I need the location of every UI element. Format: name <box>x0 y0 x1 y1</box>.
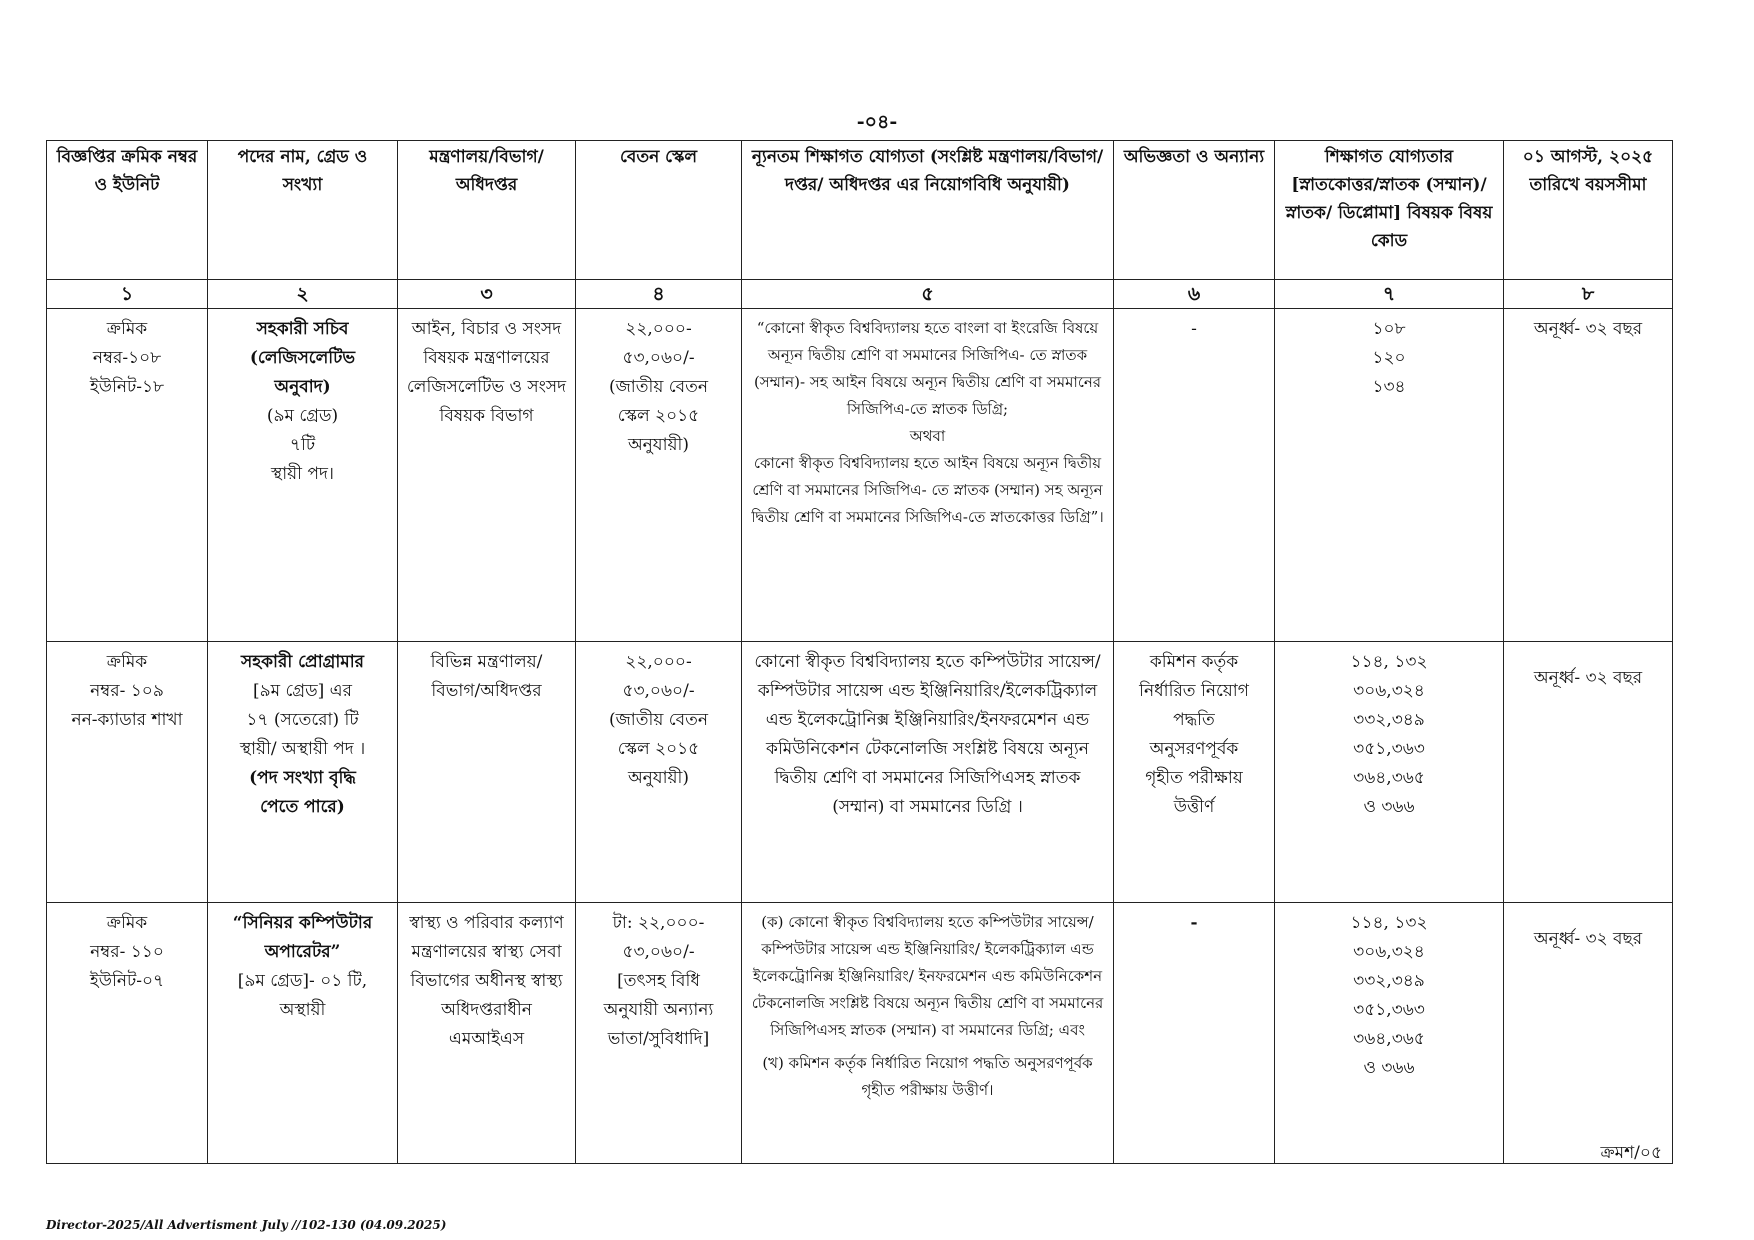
salary-line: স্কেল ২০১৫ <box>617 406 700 426</box>
salary-line: টা: ২২,০০০- <box>612 913 705 933</box>
post-title-line: অপারেটর” <box>264 942 341 962</box>
header-qualification: ন্যূনতম শিক্ষাগত যোগ্যতা (সংশ্লিষ্ট মন্ত্রণালয়/বিভাগ/দপ্তর/ অধিদপ্তর এর নিয়োগবিধি অনুযায়ী) <box>742 141 1114 280</box>
age-limit-cell <box>1504 903 1673 1164</box>
age-limit-text: অনূর্ধ্ব- ৩২ বছর <box>1533 929 1643 949</box>
table-row <box>47 309 1673 642</box>
subject-code-cell <box>1275 642 1504 903</box>
serial-cell <box>47 309 208 642</box>
column-number: ১ <box>47 280 208 309</box>
salary-line: ২২,০০০- <box>625 652 692 672</box>
column-number: ৬ <box>1114 280 1275 309</box>
qualification-text: “কোনো স্বীকৃত বিশ্ববিদ্যালয় হতে বাংলা বা ইংরেজি বিষয়ে অন্যূন দ্বিতীয় শ্রেণি বা সমমানের সিজিপিএ- তে স্নাতক (সম্মান)- সহ আইন বিষয়ে অন্যূন দ্বিতীয় শ্রেণি বা সমমানের সিজিপিএ-তে স্নাতক ডিগ্রি; <box>753 319 1102 418</box>
post-cell <box>208 642 398 903</box>
subject-code-cell <box>1275 309 1504 642</box>
experience-cell: - <box>1114 309 1275 642</box>
subject-code: ১১৪, ১৩২ <box>1350 913 1428 933</box>
header-ministry: মন্ত্রণালয়/বিভাগ/ অধিদপ্তর <box>398 141 576 280</box>
subject-code: ৩৫১,৩৬৩ <box>1353 1000 1425 1020</box>
subject-code: ১০৮ <box>1372 319 1406 339</box>
ministry-cell: স্বাস্থ্য ও পরিবার কল্যাণ মন্ত্রণালয়ের স্বাস্থ্য সেবা বিভাগের অধীনস্থ স্বাস্থ্য অধিদপ্তরাধীন এমআইএস <box>398 903 576 1164</box>
salary-line: ৫৩,০৬০/- <box>622 681 695 701</box>
serial-line: ক্রমিক <box>106 652 148 672</box>
post-detail-line: ১৭ (সতেরো) টি <box>246 710 359 730</box>
ministry-cell: আইন, বিচার ও সংসদ বিষয়ক মন্ত্রণালয়ের লেজিসলেটিভ ও সংসদ বিষয়ক বিভাগ <box>398 309 576 642</box>
salary-line: অনুযায়ী) <box>627 768 690 788</box>
qualification-text: কোনো স্বীকৃত বিশ্ববিদ্যালয় হতে কম্পিউটার সায়েন্স/ কম্পিউটার সায়েন্স এন্ড ইঞ্জিনিয়ারিং/ইলেকট্রিক্যাল এন্ড ইলেকট্রোনিক্স ইঞ্জিনিয়ারিং/ইনফরমেশন এন্ড কমিউনিকেশন টেকনোলজি সংশ্লিষ্ট বিষয়ে অন্যূন দ্বিতীয় শ্রেণি বা সমমানের সিজিপিএসহ স্নাতক (সম্মান) বা সমমানের ডিগ্রি । <box>754 652 1101 817</box>
salary-line: অনুযায়ী অন্যান্য <box>603 1000 714 1020</box>
post-title-line: (লেজিসলেটিভ <box>249 348 356 368</box>
subject-code-cell <box>1275 903 1504 1164</box>
experience-line: অনুসরণপূর্বক <box>1149 739 1239 759</box>
serial-cell <box>47 903 208 1164</box>
qualification-text: কোনো স্বীকৃত বিশ্ববিদ্যালয় হতে আইন বিষয়ে অন্যূন দ্বিতীয় শ্রেণি বা সমমানের সিজিপিএ- তে স্নাতক (সম্মান) সহ অন্যূন দ্বিতীয় শ্রেণি বা সমমানের সিজিপিএ-তে স্নাতকোত্তর ডিগ্রি”। <box>751 454 1104 526</box>
salary-line: (জাতীয় বেতন <box>608 710 709 730</box>
footer-reference: Director-2025/All Advertisment July //102-130 (04.09.2025) <box>46 1218 447 1232</box>
post-detail-line: ৭টি <box>289 435 316 455</box>
experience-cell: - <box>1114 903 1275 1164</box>
subject-code: ১১৪, ১৩২ <box>1350 652 1428 672</box>
page-number: -০৪- <box>856 111 898 133</box>
experience-line: পদ্ধতি <box>1173 710 1215 730</box>
header-experience: অভিজ্ঞতা ও অন্যান্য <box>1114 141 1275 280</box>
table-row <box>47 642 1673 903</box>
post-detail-line: [৯ম গ্রেড]- ০১ টি, <box>237 971 368 991</box>
subject-code: ও ৩৬৬ <box>1363 797 1415 817</box>
qualification-cell <box>742 903 1114 1164</box>
subject-code: ৩৫১,৩৬৩ <box>1353 739 1425 759</box>
serial-line: নম্বর- ১০৯ <box>90 681 164 701</box>
post-detail-line: অস্থায়ী <box>279 1000 326 1020</box>
salary-line: [তৎসহ বিধি <box>617 971 700 991</box>
age-limit-text: অনূর্ধ্ব- ৩২ বছর <box>1533 668 1643 688</box>
subject-code: ও ৩৬৬ <box>1363 1058 1415 1078</box>
subject-code: ৩৩২,৩৪৯ <box>1353 971 1425 991</box>
serial-cell <box>47 642 208 903</box>
subject-code: ৩০৬,৩২৪ <box>1353 942 1425 962</box>
post-detail-line: স্থায়ী/ অস্থায়ী পদ । <box>239 739 366 759</box>
column-number: ৮ <box>1504 280 1673 309</box>
post-note-line: (পদ সংখ্যা বৃদ্ধি <box>249 768 356 788</box>
post-title-line: সহকারী প্রোগ্রামার <box>240 652 365 672</box>
continued-marker: ক্রমশ/০৫ <box>1600 1143 1662 1163</box>
qualification-or: অথবা <box>909 427 946 445</box>
salary-line: স্কেল ২০১৫ <box>617 739 700 759</box>
post-title-line: “সিনিয়র কম্পিউটার <box>232 913 373 933</box>
experience-line: গৃহীত পরীক্ষায় <box>1145 768 1243 788</box>
serial-line: ক্রমিক <box>106 319 148 339</box>
age-limit-cell: অনূর্ধ্ব- ৩২ বছর <box>1504 309 1673 642</box>
column-number: ৪ <box>576 280 742 309</box>
subject-code: ৩৬৪,৩৬৫ <box>1353 1029 1425 1049</box>
post-title-line: অনুবাদ) <box>274 377 331 397</box>
serial-line: নম্বর-১০৮ <box>92 348 162 368</box>
serial-line: ইউনিট-০৭ <box>89 971 165 991</box>
salary-line: ভাতা/সুবিধাদি] <box>607 1029 710 1049</box>
header-age-limit: ০১ আগস্ট, ২০২৫ তারিখে বয়সসীমা <box>1504 141 1673 280</box>
qualification-text: (খ) কমিশন কর্তৃক নির্ধারিত নিয়োগ পদ্ধতি অনুসরণপূর্বক গৃহীত পরীক্ষায় উত্তীর্ণ। <box>762 1054 1093 1099</box>
salary-cell <box>576 309 742 642</box>
post-note-line: পেতে পারে) <box>260 797 345 817</box>
salary-line: অনুযায়ী) <box>627 435 690 455</box>
column-number: ৭ <box>1275 280 1504 309</box>
serial-line: নন-ক্যাডার শাখা <box>71 710 183 730</box>
post-detail-line: [৯ম গ্রেড] এর <box>253 681 352 701</box>
header-salary: বেতন স্কেল <box>576 141 742 280</box>
salary-line: (জাতীয় বেতন <box>608 377 709 397</box>
salary-cell <box>576 642 742 903</box>
column-number-row <box>47 280 1673 309</box>
subject-code: ১৩৪ <box>1372 377 1406 397</box>
experience-line: উত্তীর্ণ <box>1173 797 1215 817</box>
vacancy-table <box>46 140 1673 1164</box>
qualification-text: (ক) কোনো স্বীকৃত বিশ্ববিদ্যালয় হতে কম্পিউটার সায়েন্স/ কম্পিউটার সায়েন্স এন্ড ইঞ্জিনিয়ারিং/ ইলেকট্রিক্যাল এন্ড ইলেকট্রোনিক্স ইঞ্জিনিয়ারিং/ ইনফরমেশন এন্ড কমিউনিকেশন টেকনোলজি সংশ্লিষ্ট বিষয়ে অন্যূন দ্বিতীয় শ্রেণি বা সমমানের সিজিপিএসহ স্নাতক (সম্মান) বা সমমানের ডিগ্রি; এবং <box>751 913 1104 1039</box>
post-detail-line: (৯ম গ্রেড) <box>266 406 339 426</box>
post-detail-line: স্থায়ী পদ। <box>270 464 334 484</box>
subject-code: ৩০৬,৩২৪ <box>1353 681 1425 701</box>
subject-code: ৩৩২,৩৪৯ <box>1353 710 1425 730</box>
subject-code: ১২০ <box>1372 348 1406 368</box>
header-serial: বিজ্ঞপ্তির ক্রমিক নম্বর ও ইউনিট <box>47 141 208 280</box>
qualification-cell <box>742 309 1114 642</box>
column-number: ৫ <box>742 280 1114 309</box>
column-number: ২ <box>208 280 398 309</box>
column-number: ৩ <box>398 280 576 309</box>
post-title-line: সহকারী সচিব <box>256 319 349 339</box>
qualification-cell <box>742 642 1114 903</box>
salary-cell <box>576 903 742 1164</box>
header-row <box>47 141 1673 280</box>
experience-cell <box>1114 642 1275 903</box>
age-limit-cell <box>1504 642 1673 903</box>
serial-line: ক্রমিক <box>106 913 148 933</box>
salary-line: ৫৩,০৬০/- <box>622 348 695 368</box>
header-subject-code: শিক্ষাগত যোগ্যতার [স্নাতকোত্তর/স্নাতক (সম্মান)/স্নাতক/ ডিপ্লোমা] বিষয়ক বিষয় কোড <box>1275 141 1504 280</box>
header-post: পদের নাম, গ্রেড ও সংখ্যা <box>208 141 398 280</box>
experience-line: কমিশন কর্তৃক <box>1149 652 1239 672</box>
table-row <box>47 903 1673 1164</box>
serial-line: ইউনিট-১৮ <box>89 377 165 397</box>
experience-line: নির্ধারিত নিয়োগ <box>1139 681 1249 701</box>
subject-code: ৩৬৪,৩৬৫ <box>1353 768 1425 788</box>
salary-line: ২২,০০০- <box>625 319 692 339</box>
salary-line: ৫৩,০৬০/- <box>622 942 695 962</box>
ministry-cell: বিভিন্ন মন্ত্রণালয়/ বিভাগ/অধিদপ্তর <box>398 642 576 903</box>
post-cell <box>208 903 398 1164</box>
serial-line: নম্বর- ১১০ <box>90 942 164 962</box>
post-cell <box>208 309 398 642</box>
